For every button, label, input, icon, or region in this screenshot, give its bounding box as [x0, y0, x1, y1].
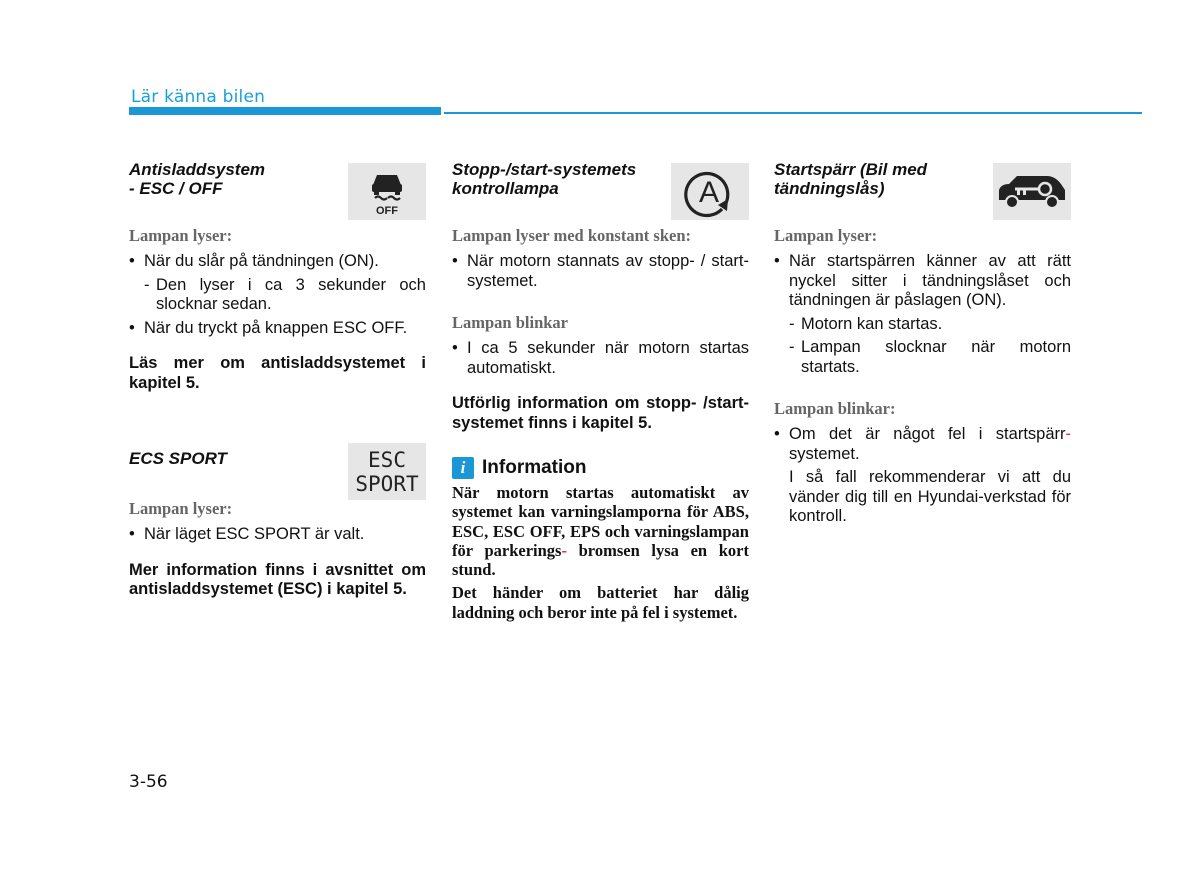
stop-start-section-header	[452, 160, 749, 226]
reference-note: Läs mer om antisladdsystemet i kapitel 5.	[129, 354, 426, 392]
information-text: bromsen lysa en kort stund.	[452, 540, 749, 580]
lamp-head: Lampan lyser:	[774, 226, 878, 245]
information-title: Information	[482, 457, 587, 478]
header-bar	[129, 107, 441, 115]
page-number: 3-56	[129, 772, 168, 792]
esc-off-title-line2: - ESC / OFF	[129, 179, 223, 198]
header-rule	[444, 112, 1142, 114]
esc-off-icon	[348, 163, 426, 220]
immobilizer-title	[774, 160, 984, 198]
information-paragraph	[452, 483, 749, 579]
esc-off-title	[129, 160, 339, 198]
list-item: • När läget ESC SPORT är valt.	[129, 525, 426, 545]
immobilizer-key-car-icon	[993, 163, 1071, 220]
header-title: Lär känna bilen	[131, 87, 266, 107]
esc-off-title-line1: Antisladdsystem	[129, 160, 266, 179]
list-item: • När startspärren känner av att rätt nyckel sitter i tändningslåset och tändningen är påslagen (ON).	[774, 252, 1071, 311]
hyphen: -	[561, 540, 567, 560]
information-paragraph: Det händer om batteriet har dålig laddning och beror inte på fel i systemet.	[452, 583, 749, 622]
list-item: • När du slår på tändningen (ON).	[129, 252, 426, 272]
list-item-text: systemet.	[789, 444, 860, 463]
column-1	[129, 160, 426, 600]
lamp-head: Lampan blinkar:	[774, 399, 896, 418]
hyphen: -	[1065, 425, 1071, 443]
reference-note: Utförlig information om stopp- /start-systemet finns i kapitel 5.	[452, 394, 749, 432]
esc-off-icon-label: OFF	[376, 204, 398, 217]
immobilizer-section-header	[774, 160, 1071, 226]
column-3	[774, 160, 1071, 531]
immobilizer-title-line1: Startspärr (Bil med	[774, 160, 928, 179]
auto-stop-start-icon	[671, 163, 749, 220]
list-item: • I ca 5 sekunder när motorn startas automatiskt.	[452, 339, 749, 378]
list-item	[774, 425, 1071, 464]
lamp-head: Lampan lyser:	[129, 499, 233, 518]
lamp-head: Lampan lyser:	[129, 226, 233, 245]
lamp-head: Lampan blinkar	[452, 313, 568, 332]
esc-sport-title: ECS SPORT	[129, 449, 227, 468]
list-subitem: - Motorn kan startas.	[774, 315, 1071, 335]
stop-start-title	[452, 160, 662, 198]
auto-stop-start-icon-letter: A	[698, 175, 720, 209]
lamp-head: Lampan lyser med konstant sken:	[452, 226, 691, 245]
information-header	[452, 457, 749, 479]
list-item: • När motorn stannats av stopp- / start-systemet.	[452, 252, 749, 291]
column-2	[452, 160, 749, 626]
esc-sport-icon	[348, 443, 426, 500]
list-item-continuation: I så fall rekommenderar vi att du vänder dig till en Hyundai-verkstad för kontroll.	[789, 468, 1071, 525]
list-subitem: - Lampan slocknar när motorn startats.	[774, 338, 1071, 377]
esc-off-section-header	[129, 160, 426, 226]
info-icon: i	[452, 457, 474, 479]
list-subitem: - Den lyser i ca 3 sekunder och slocknar sedan.	[129, 276, 426, 315]
stop-start-title-line2: kontrollampa	[452, 179, 559, 198]
list-item-text: Om det är något fel i startspärr	[789, 425, 1066, 443]
esc-sport-section-header	[129, 443, 426, 499]
reference-note: Mer information finns i avsnittet om antisladdsystemet (ESC) i kapitel 5.	[129, 560, 426, 598]
stop-start-title-line1: Stopp-/start-systemets	[452, 160, 637, 179]
information-text: När motorn startas automatiskt av systemet kan varningslamporna för ABS, ESC, ESC OFF, EPS och varningslampan för parkerings	[452, 483, 749, 560]
immobilizer-title-line2: tändningslås)	[774, 179, 885, 198]
list-item: • När du tryckt på knappen ESC OFF.	[129, 319, 426, 339]
esc-sport-icon-line1: ESC	[368, 447, 406, 472]
esc-sport-icon-line2: SPORT	[355, 471, 419, 496]
